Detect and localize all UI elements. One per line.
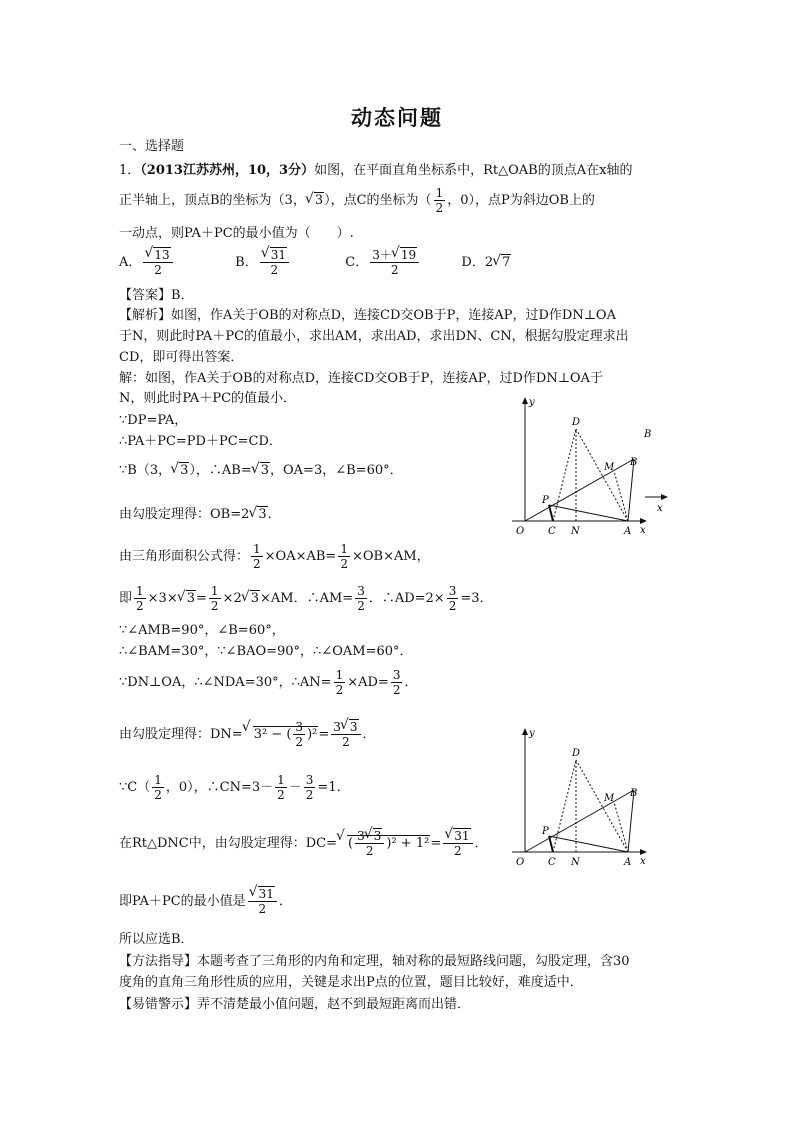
label-n: N (571, 857, 580, 868)
page-title: 动态问题 (351, 105, 443, 130)
question-line-2 (119, 186, 595, 215)
question-text: ，0），点P为斜边OB上的 (447, 193, 595, 208)
segment-ab (628, 790, 634, 852)
solution-line-2: N，则此时PA＋PC的值最小． (119, 391, 297, 406)
solution-line-12: 由勾股定理得：DN=√ 3² − ( $\frac{3}{2}$ )²= $\frac{3√ 3}{2}$ ． (119, 720, 376, 749)
figure-2-svg (490, 724, 680, 874)
segment-am (614, 471, 628, 521)
segment-ob (525, 790, 634, 852)
label-c: C (548, 857, 556, 868)
method-line-2: 度角的直角三角形性质的应用，关键是求出P点的位置，题目比较好，难度适中． (119, 975, 583, 990)
method-line-1: 【方法指导】本题考查了三角形的内角和定理，轴对称的最短路线问题，勾股定理，含30 (119, 954, 630, 969)
solution-line-10: ∴∠BAM=30°，∵∠BAO=90°，∴∠OAM=60°． (119, 644, 413, 659)
segment-ab (628, 459, 634, 521)
solution-line-8: 即 $\frac{1}{2}$ ×3×√ 3= $\frac{1}{2}$ ×2√ 3×AM．∴AM= $\frac{3}{2}$ ．∴AD=2× $\frac{3}{2}$ =3． (119, 584, 493, 613)
answer: 【答案】B． (119, 288, 194, 303)
option-c: C． $\frac{3+√ 19}{2}$ (345, 248, 457, 277)
option-b: B． √ $\frac{31}{2}$ (235, 248, 341, 277)
warning-line: 【易错警示】弄不清楚最小值问题，赵不到最短距离而出错． (119, 997, 471, 1012)
label-a: A (624, 526, 632, 537)
label-b-extra: B (644, 429, 652, 440)
label-d: D (572, 748, 581, 759)
segment-cd (553, 429, 576, 521)
segment-pc (549, 505, 553, 521)
solution-line-15: 即PA＋PC的最小值是 √ $\frac{31}{2}$ ． (119, 887, 292, 916)
option-d: D．2√ 7 (461, 255, 511, 270)
y-axis-arrow (522, 728, 528, 735)
solution-line-5: ∵B（3，√ 3），∴AB=√ 3，OA=3，∠B=60°． (119, 462, 403, 480)
label-o: O (516, 526, 525, 537)
segment-pc (549, 836, 553, 852)
label-y: y (529, 728, 535, 739)
label-c: C (548, 526, 556, 537)
label-y: y (529, 397, 535, 408)
option-a: A． √ $\frac{13}{2}$ (119, 248, 231, 277)
question-number: 1． (119, 163, 141, 178)
solution-line-1: 解：如图，作A关于OB的对称点D，连接CD交OB于P，连接AP，过D作DN⊥OA于 (119, 371, 603, 386)
segment-ad (576, 429, 628, 521)
question-text: 正半轴上，顶点B的坐标为（3， (119, 193, 306, 208)
solution-line-14: 在Rt△DNC中，由勾股定理得：DC=√ ( $\frac{3√ 3}{2}$ )² + 1²= √ $\frac{31}{2}$ ． (119, 829, 488, 858)
segment-ob (525, 459, 634, 521)
analysis-line-2: 于N，则此时PA＋PC的值最小，求出AM，求出AD，求出DN、CN，根据勾股定理求出 (119, 329, 629, 344)
x-axis-arrow (640, 849, 647, 855)
answer-options (119, 248, 511, 277)
geometry-figure-1 (490, 393, 680, 543)
label-m: M (604, 793, 615, 804)
label-d: D (572, 417, 581, 428)
label-o: O (516, 857, 525, 868)
segment-pa (549, 505, 628, 521)
label-a: A (624, 857, 632, 868)
label-m: M (604, 462, 615, 473)
question-text: 如图，在平面直角坐标系中，Rt△OAB的顶点A在x轴的 (314, 163, 633, 178)
label-x: x (640, 856, 646, 867)
label-x: x (640, 525, 646, 536)
solution-line-11: ∵DN⊥OA，∴∠NDA=30°，∴AN= $\frac{1}{2}$ ×AD= $\frac{3}{2}$ ． (119, 668, 418, 697)
segment-pa (549, 836, 628, 852)
x-axis-arrow (640, 518, 647, 524)
solution-line-6: 由勾股定理得：OB=2√ 3． (119, 506, 281, 524)
label-p: P (542, 495, 549, 506)
sqrt-expression: √ 3 (306, 192, 324, 210)
figure-1-svg (490, 393, 680, 543)
analysis-line-3: CD，即可得出答案． (119, 350, 244, 365)
question-line-3: 一动点，则PA＋PC的最小值为（ ）. (119, 226, 354, 241)
label-x-extra: x (657, 503, 663, 514)
label-p: P (542, 826, 549, 837)
label-b: B (630, 788, 638, 799)
label-n: N (571, 526, 580, 537)
fraction: $\frac{1}{2}$ (435, 186, 444, 215)
label-b: B (630, 457, 638, 468)
y-axis-arrow (522, 397, 528, 404)
section-heading: 一、选择题 (119, 139, 185, 154)
question-source: （2013江苏苏州，10，3分） (140, 163, 315, 178)
solution-line-3: ∵DP=PA， (119, 413, 188, 428)
solution-line-9: ∵∠AMB=90°，∠B=60°， (119, 623, 285, 638)
segment-ad (576, 760, 628, 852)
solution-line-7: 由三角形面积公式得： $\frac{1}{2}$ ×OA×AB= $\frac{1}{2}$ ×OB×AM， (119, 542, 430, 571)
question-text: ），点C的坐标为（ (324, 193, 432, 208)
segment-cd (553, 760, 576, 852)
segment-am (614, 802, 628, 852)
question-line-1 (119, 162, 632, 180)
solution-line-16: 所以应选B． (119, 932, 194, 947)
extra-arrow-head (661, 494, 668, 500)
solution-line-4: ∴PA＋PC=PD＋PC=CD． (119, 434, 282, 449)
analysis-line-1: 【解析】如图，作A关于OB的对称点D，连接CD交OB于P，连接AP，过D作DN⊥OA (119, 308, 616, 323)
geometry-figure-2 (490, 724, 680, 874)
solution-line-13: ∵C（ $\frac{1}{2}$ ，0），∴CN=3－ $\frac{1}{2}$ － $\frac{3}{2}$ =1． (119, 773, 350, 802)
